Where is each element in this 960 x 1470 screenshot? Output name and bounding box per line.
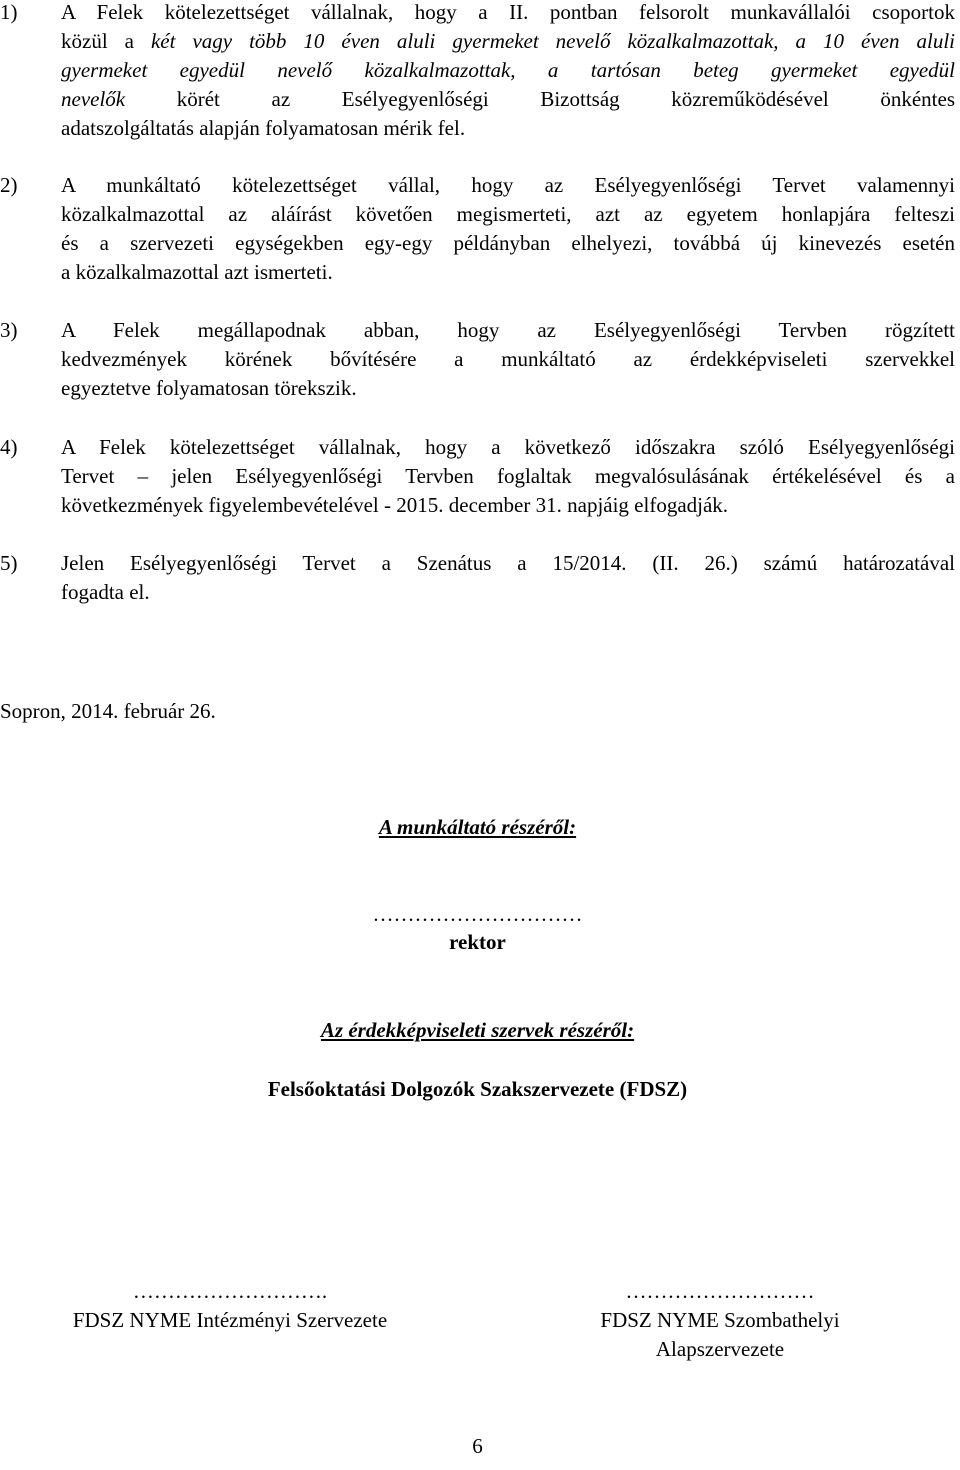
signature-dots: ……………………… xyxy=(625,1279,815,1303)
text-run: közül a xyxy=(61,29,151,53)
paragraph-line: A Felek megállapodnak abban, hogy az Esélyegyenlőségi Tervben rögzített xyxy=(61,318,955,342)
union-name: Felsőoktatási Dolgozók Szakszervezete (FDSZ) xyxy=(267,1077,688,1101)
paragraph-2 xyxy=(0,171,955,287)
paragraph-line: Tervet – jelen Esélyegyenlőségi Tervben foglaltak megvalósulásának értékelésével és a xyxy=(61,464,955,488)
text-run: A Felek kötelezettséget vállalnak, hogy a II. pontban felsorolt munkavállalói csoportok xyxy=(61,0,955,24)
signature-dots: ………………………. xyxy=(132,1279,328,1303)
text-run: adatszolgáltatás alapján folyamatosan mérik fel. xyxy=(61,116,466,140)
paragraph-5 xyxy=(0,549,955,607)
paragraph-line xyxy=(61,56,955,85)
signature-name: FDSZ NYME Szombathelyi xyxy=(600,1308,840,1332)
paragraph-line: fogadta el. xyxy=(61,580,150,604)
paragraph-1 xyxy=(0,0,955,143)
paragraph-line xyxy=(61,0,955,27)
paragraph-number: 3) xyxy=(0,318,18,342)
paragraph-number: 4) xyxy=(0,435,18,459)
italic-text-run: két vagy több 10 éven aluli gyermeket nevelő közalkalmazottak, a 10 éven aluli xyxy=(150,29,955,53)
paragraph-line xyxy=(61,114,955,143)
signature-right xyxy=(515,1277,925,1364)
paragraph-line: közalkalmazottal az aláírást követően megismerteti, azt az egyetem honlapjára felteszi xyxy=(61,202,955,226)
paragraph-number: 1) xyxy=(0,0,18,24)
signature-name-line2: Alapszervezete xyxy=(655,1337,785,1361)
paragraph-line xyxy=(61,27,955,56)
paragraph-3 xyxy=(0,316,955,403)
paragraph-4 xyxy=(0,433,955,520)
employer-heading: A munkáltató részéről: xyxy=(378,815,577,839)
signature-name: FDSZ NYME Intézményi Szervezete xyxy=(72,1308,388,1332)
paragraph-line: és a szervezeti egységekben egy-egy példányban elhelyezi, továbbá új kinevezés esetén xyxy=(61,231,955,255)
place-date: Sopron, 2014. február 26. xyxy=(0,699,216,723)
employer-signature-dots: ………………………… xyxy=(372,902,583,926)
employer-role: rektor xyxy=(449,930,506,954)
paragraph-number: 2) xyxy=(0,173,18,197)
text-run: körét az Esélyegyenlőségi Bizottság közreműködésével önkéntes xyxy=(125,87,955,111)
italic-text-run: gyermeket egyedül nevelő közalkalmazottak, a tartósan beteg gyermeket egyedül xyxy=(61,58,955,82)
italic-text-run: nevelők xyxy=(61,87,126,111)
paragraph-line: kedvezmények körének bővítésére a munkáltató az érdekképviseleti szervekkel xyxy=(61,347,955,371)
paragraph-number: 5) xyxy=(0,551,18,575)
paragraph-line: A Felek kötelezettséget vállalnak, hogy a következő időszakra szóló Esélyegyenlőségi xyxy=(61,435,955,459)
paragraph-line xyxy=(61,85,955,114)
page-number: 6 xyxy=(472,1434,483,1458)
paragraph-line: egyeztetve folyamatosan törekszik. xyxy=(61,376,357,400)
paragraph-line: Jelen Esélyegyenlőségi Tervet a Szenátus a 15/2014. (II. 26.) számú határozatával xyxy=(61,551,955,575)
signature-left xyxy=(20,1277,440,1335)
union-heading: Az érdekképviseleti szervek részéről: xyxy=(320,1018,635,1042)
paragraph-line: következmények figyelembevételével - 2015. december 31. napjáig elfogadják. xyxy=(61,493,729,517)
paragraph-line: A munkáltató kötelezettséget vállal, hogy az Esélyegyenlőségi Tervet valamennyi xyxy=(61,173,955,197)
paragraph-line: a közalkalmazottal azt ismerteti. xyxy=(61,260,333,284)
